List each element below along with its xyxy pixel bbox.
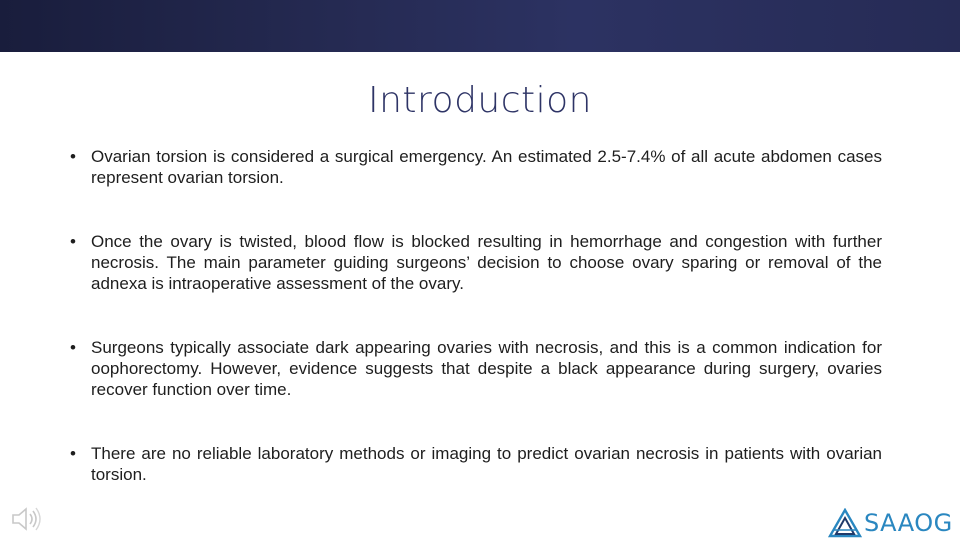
bullet-dot: • (70, 147, 76, 166)
bullet-list (70, 146, 882, 485)
speaker-icon[interactable] (10, 504, 44, 534)
triangle-logo-icon (828, 508, 862, 538)
bullet-item (70, 231, 882, 294)
bullet-dot: • (70, 444, 76, 463)
bullet-item (70, 337, 882, 400)
bullet-item (70, 443, 882, 485)
bullet-text: Ovarian torsion is considered a surgical emergency. An estimated 2.5-7.4% of all acute abdomen cases represent ovarian torsion. (91, 147, 882, 187)
bullet-dot: • (70, 338, 76, 357)
saaog-logo (828, 506, 956, 540)
slide-title-text: Introduction (367, 80, 592, 121)
bullet-text: Once the ovary is twisted, blood flow is blocked resulting in hemorrhage and congestion with further necrosis. The main parameter guiding surgeons’ decision to choose ovary sparing or removal of the adnexa is intraoperative assessment of the ovary. (91, 232, 882, 293)
bullet-dot: • (70, 232, 76, 251)
header-band (0, 0, 960, 52)
bullet-text: Surgeons typically associate dark appearing ovaries with necrosis, and this is a common indication for oophorectomy. However, evidence suggests that despite a black appearance during surgery, ovaries recover function over time. (91, 338, 882, 399)
bullet-text: There are no reliable laboratory methods or imaging to predict ovarian necrosis in patients with ovarian torsion. (91, 444, 882, 484)
logo-text: SAAOG (864, 509, 953, 537)
slide-title (0, 80, 960, 121)
bullet-item (70, 146, 882, 188)
